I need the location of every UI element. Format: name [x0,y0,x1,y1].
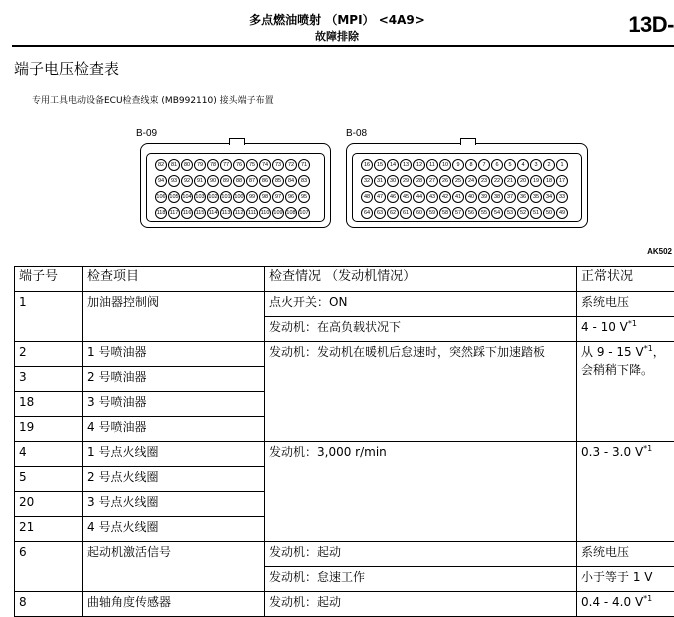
item-cell: 1 号喷油器 [83,342,265,367]
terminal-pin: 47 [374,191,386,203]
terminal-pin: 33 [556,191,568,203]
connector-b09 [140,143,331,228]
normal-cell: 系统电压 [577,292,674,317]
connector-label-b08: B-08 [346,128,367,139]
table-row [15,542,674,567]
table-row [15,342,674,367]
terminal-pin: 56 [465,207,477,219]
terminal-pin: 87 [246,175,258,187]
terminal-pin: 88 [233,175,245,187]
terminal-pin: 90 [207,175,219,187]
normal-cell [577,317,674,342]
terminal-pin: 78 [207,159,219,171]
terminal-pin: 48 [361,191,373,203]
terminal-pin: 93 [168,175,180,187]
terminal-pin: 16 [361,159,373,171]
terminal-pin: 82 [155,159,167,171]
terminal-pin: 30 [387,175,399,187]
terminal-pin: 17 [556,175,568,187]
terminal-pin: 46 [387,191,399,203]
terminal-pin: 115 [194,207,206,219]
terminal-pin: 19 [530,175,542,187]
terminal-pin: 77 [220,159,232,171]
terminal-pin: 26 [439,175,451,187]
section-title: 端子电压检查表 [14,60,119,78]
page-code: 13D- [628,12,674,38]
terminal-pin: 101 [220,191,232,203]
terminal-pin: 35 [530,191,542,203]
terminal-cell: 3 [15,367,83,392]
terminal-pin: 14 [387,159,399,171]
terminal-pin: 4 [517,159,529,171]
terminal-cell: 2 [15,342,83,367]
item-cell: 起动机激活信号 [83,542,265,592]
terminal-cell: 5 [15,467,83,492]
pin-row [361,175,568,187]
col-header-normal: 正常状况 [577,267,674,292]
item-cell: 4 号点火线圈 [83,517,265,542]
terminal-pin: 38 [491,191,503,203]
item-cell: 曲轴角度传感器 [83,592,265,617]
item-cell: 加油器控制阀 [83,292,265,342]
terminal-pin: 76 [233,159,245,171]
normal-cell [577,442,674,542]
terminal-pin: 10 [439,159,451,171]
terminal-pin: 79 [194,159,206,171]
terminal-pin: 83 [298,175,310,187]
terminal-cell: 4 [15,442,83,467]
item-cell: 4 号喷油器 [83,417,265,442]
normal-value: 0.3 - 3.0 V [581,445,643,459]
terminal-pin: 42 [439,191,451,203]
condition-cell: 点火开关：ON [265,292,577,317]
footnote-mark: *1 [628,319,637,328]
pin-row [361,159,568,171]
normal-value: 0.4 - 4.0 V [581,595,643,609]
terminal-pin: 34 [543,191,555,203]
connector-b09-latch [229,138,245,145]
terminal-pin: 2 [543,159,555,171]
item-cell: 1 号点火线圈 [83,442,265,467]
terminal-pin: 81 [168,159,180,171]
normal-value: 4 - 10 V [581,320,628,334]
condition-cell: 发动机：起动 [265,592,577,617]
terminal-pin: 21 [504,175,516,187]
terminal-cell: 20 [15,492,83,517]
terminal-pin: 98 [259,191,271,203]
figure-id: AK502 [647,247,672,256]
terminal-pin: 27 [426,175,438,187]
terminal-pin: 104 [181,191,193,203]
normal-cell: 小于等于 1 V [577,567,674,592]
pin-row [155,175,310,187]
terminal-pin: 99 [246,191,258,203]
terminal-pin: 24 [465,175,477,187]
terminal-pin: 51 [530,207,542,219]
terminal-pin: 52 [517,207,529,219]
normal-cell [577,342,674,442]
terminal-pin: 113 [220,207,232,219]
terminal-pin: 62 [387,207,399,219]
terminal-pin: 64 [361,207,373,219]
terminal-pin: 96 [285,191,297,203]
terminal-pin: 13 [400,159,412,171]
terminal-pin: 102 [207,191,219,203]
pin-row [155,159,310,171]
connector-b08 [346,143,588,228]
header-rule [12,45,674,47]
condition-cell: 发动机：起动 [265,542,577,567]
terminal-pin: 1 [556,159,568,171]
terminal-pin: 94 [155,175,167,187]
condition-cell: 发动机：发动机在暖机后怠速时，突然踩下加速踏板 [265,342,577,442]
terminal-pin: 108 [285,207,297,219]
terminal-pin: 3 [530,159,542,171]
condition-cell: 发动机：在高负载状况下 [265,317,577,342]
terminal-pin: 25 [452,175,464,187]
terminal-pin: 41 [452,191,464,203]
terminal-pin: 100 [233,191,245,203]
terminal-pin: 23 [478,175,490,187]
item-cell: 3 号点火线圈 [83,492,265,517]
terminal-cell: 8 [15,592,83,617]
item-cell: 2 号喷油器 [83,367,265,392]
terminal-pin: 20 [517,175,529,187]
terminal-pin: 92 [181,175,193,187]
terminal-pin: 63 [374,207,386,219]
terminal-pin: 32 [361,175,373,187]
normal-value: 从 9 - 15 V [581,345,644,359]
header-subtitle: 故障排除 [0,30,674,43]
terminal-cell: 19 [15,417,83,442]
terminal-pin: 36 [517,191,529,203]
terminal-pin: 75 [246,159,258,171]
terminal-pin: 72 [285,159,297,171]
terminal-pin: 105 [168,191,180,203]
terminal-pin: 31 [374,175,386,187]
terminal-pin: 40 [465,191,477,203]
terminal-pin: 12 [413,159,425,171]
terminal-pin: 95 [298,191,310,203]
footnote-mark: *1 [644,344,653,353]
footnote-mark: *1 [643,594,652,603]
terminal-pin: 55 [478,207,490,219]
terminal-pin: 39 [478,191,490,203]
terminal-pin: 45 [400,191,412,203]
terminal-pin: 5 [504,159,516,171]
terminal-pin: 116 [181,207,193,219]
terminal-pin: 106 [155,191,167,203]
terminal-pin: 71 [298,159,310,171]
terminal-pin: 91 [194,175,206,187]
terminal-pin: 107 [298,207,310,219]
figure-caption: 专用工具电动设备ECU检查线束 (MB992110) 接头端子布置 [32,96,274,107]
terminal-pin: 109 [272,207,284,219]
terminal-pin: 118 [155,207,167,219]
terminal-pin: 6 [491,159,503,171]
terminal-pin: 11 [426,159,438,171]
terminal-pin: 60 [413,207,425,219]
col-header-terminal: 端子号 [15,267,83,292]
terminal-pin: 7 [478,159,490,171]
terminal-pin: 57 [452,207,464,219]
col-header-condition: 检查情况 （发动机情况） [265,267,577,292]
footnote-mark: *1 [643,444,652,453]
terminal-pin: 54 [491,207,503,219]
table-header-row [15,267,674,292]
terminal-pin: 111 [246,207,258,219]
terminal-pin: 117 [168,207,180,219]
terminal-pin: 9 [452,159,464,171]
table-row [15,292,674,317]
terminal-pin: 29 [400,175,412,187]
item-cell: 3 号喷油器 [83,392,265,417]
pin-row [155,207,310,219]
condition-cell: 发动机：3,000 r/min [265,442,577,542]
terminal-pin: 112 [233,207,245,219]
pin-row [361,207,568,219]
terminal-cell: 18 [15,392,83,417]
terminal-cell: 1 [15,292,83,342]
normal-cell: 系统电压 [577,542,674,567]
terminal-cell: 6 [15,542,83,592]
condition-cell: 发动机：怠速工作 [265,567,577,592]
terminal-pin: 85 [272,175,284,187]
terminal-pin: 61 [400,207,412,219]
terminal-pin: 73 [272,159,284,171]
terminal-pin: 80 [181,159,193,171]
terminal-pin: 58 [439,207,451,219]
terminal-cell: 21 [15,517,83,542]
terminal-pin: 97 [272,191,284,203]
terminal-pin: 37 [504,191,516,203]
terminal-pin: 15 [374,159,386,171]
terminal-voltage-table [14,266,674,617]
normal-cell [577,592,674,617]
terminal-pin: 103 [194,191,206,203]
terminal-pin: 50 [543,207,555,219]
terminal-pin: 110 [259,207,271,219]
terminal-pin: 86 [259,175,271,187]
table-row [15,592,674,617]
pin-row [361,191,568,203]
header-title: 多点燃油喷射 （MPI） <4A9> [0,13,674,27]
table-row [15,442,674,467]
terminal-pin: 22 [491,175,503,187]
terminal-pin: 28 [413,175,425,187]
terminal-pin: 114 [207,207,219,219]
terminal-pin: 44 [413,191,425,203]
terminal-pin: 59 [426,207,438,219]
terminal-pin: 49 [556,207,568,219]
item-cell: 2 号点火线圈 [83,467,265,492]
terminal-pin: 8 [465,159,477,171]
terminal-pin: 84 [285,175,297,187]
connector-label-b09: B-09 [136,128,157,139]
terminal-pin: 74 [259,159,271,171]
col-header-item: 检查项目 [83,267,265,292]
normal-value-tail: ，会稍稍下降。 [581,345,665,377]
terminal-pin: 89 [220,175,232,187]
terminal-pin: 43 [426,191,438,203]
terminal-pin: 53 [504,207,516,219]
pin-row [155,191,310,203]
terminal-pin: 18 [543,175,555,187]
connector-b08-latch [460,138,476,145]
